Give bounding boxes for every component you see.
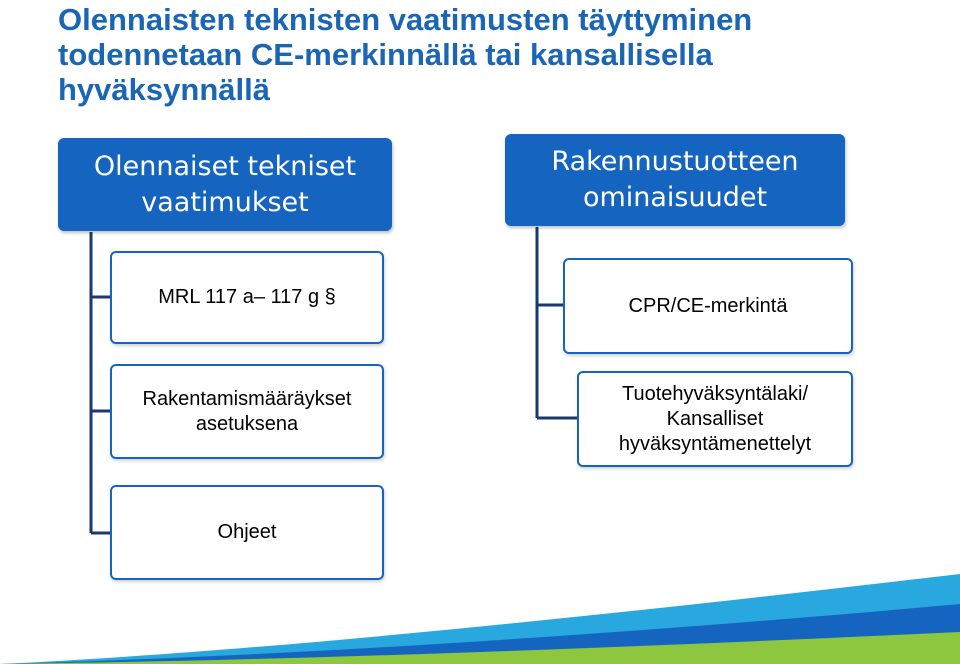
right-item-tuotehyvaksynta xyxy=(577,371,853,467)
right-item-tuotehyvaksynta-line-1: Tuotehyväksyntälaki/ xyxy=(621,382,808,405)
left-header-box xyxy=(58,138,392,231)
right-item-tuotehyvaksynta-line-2: Kansalliset xyxy=(666,407,764,430)
left-item-rakentamismaaraykset-line-1: Rakentamismääräykset xyxy=(142,387,352,410)
left-header-line-1: Olennaiset tekniset xyxy=(93,150,357,182)
left-item-ohjeet xyxy=(110,485,384,580)
left-header-line-2: vaatimukset xyxy=(141,186,309,218)
left-item-ohjeet-label: Ohjeet xyxy=(217,521,277,543)
right-header-box xyxy=(505,134,845,226)
left-item-mrl-label: MRL 117 a– 117 g § xyxy=(158,286,336,308)
right-header-line-1: Rakennustuotteen xyxy=(551,146,799,177)
left-item-mrl xyxy=(110,251,384,344)
right-item-tuotehyvaksynta-line-3: hyväksyntämenettelyt xyxy=(618,432,812,455)
left-item-rakentamismaaraykset-line-2: asetuksena xyxy=(195,412,299,435)
title-line-1: Olennaisten teknisten vaatimusten täyttyminen xyxy=(58,2,753,37)
footer-wave-decoration xyxy=(0,574,960,664)
right-item-cpr-ce xyxy=(563,258,853,354)
right-item-cpr-ce-label: CPR/CE-merkintä xyxy=(628,294,788,317)
title-line-2: todennetaan CE-merkinnällä tai kansallisella xyxy=(58,37,713,72)
left-item-rakentamismaaraykset xyxy=(110,364,384,459)
title-line-3: hyväksynnällä xyxy=(58,72,270,107)
right-header-line-2: ominaisuudet xyxy=(582,182,768,213)
